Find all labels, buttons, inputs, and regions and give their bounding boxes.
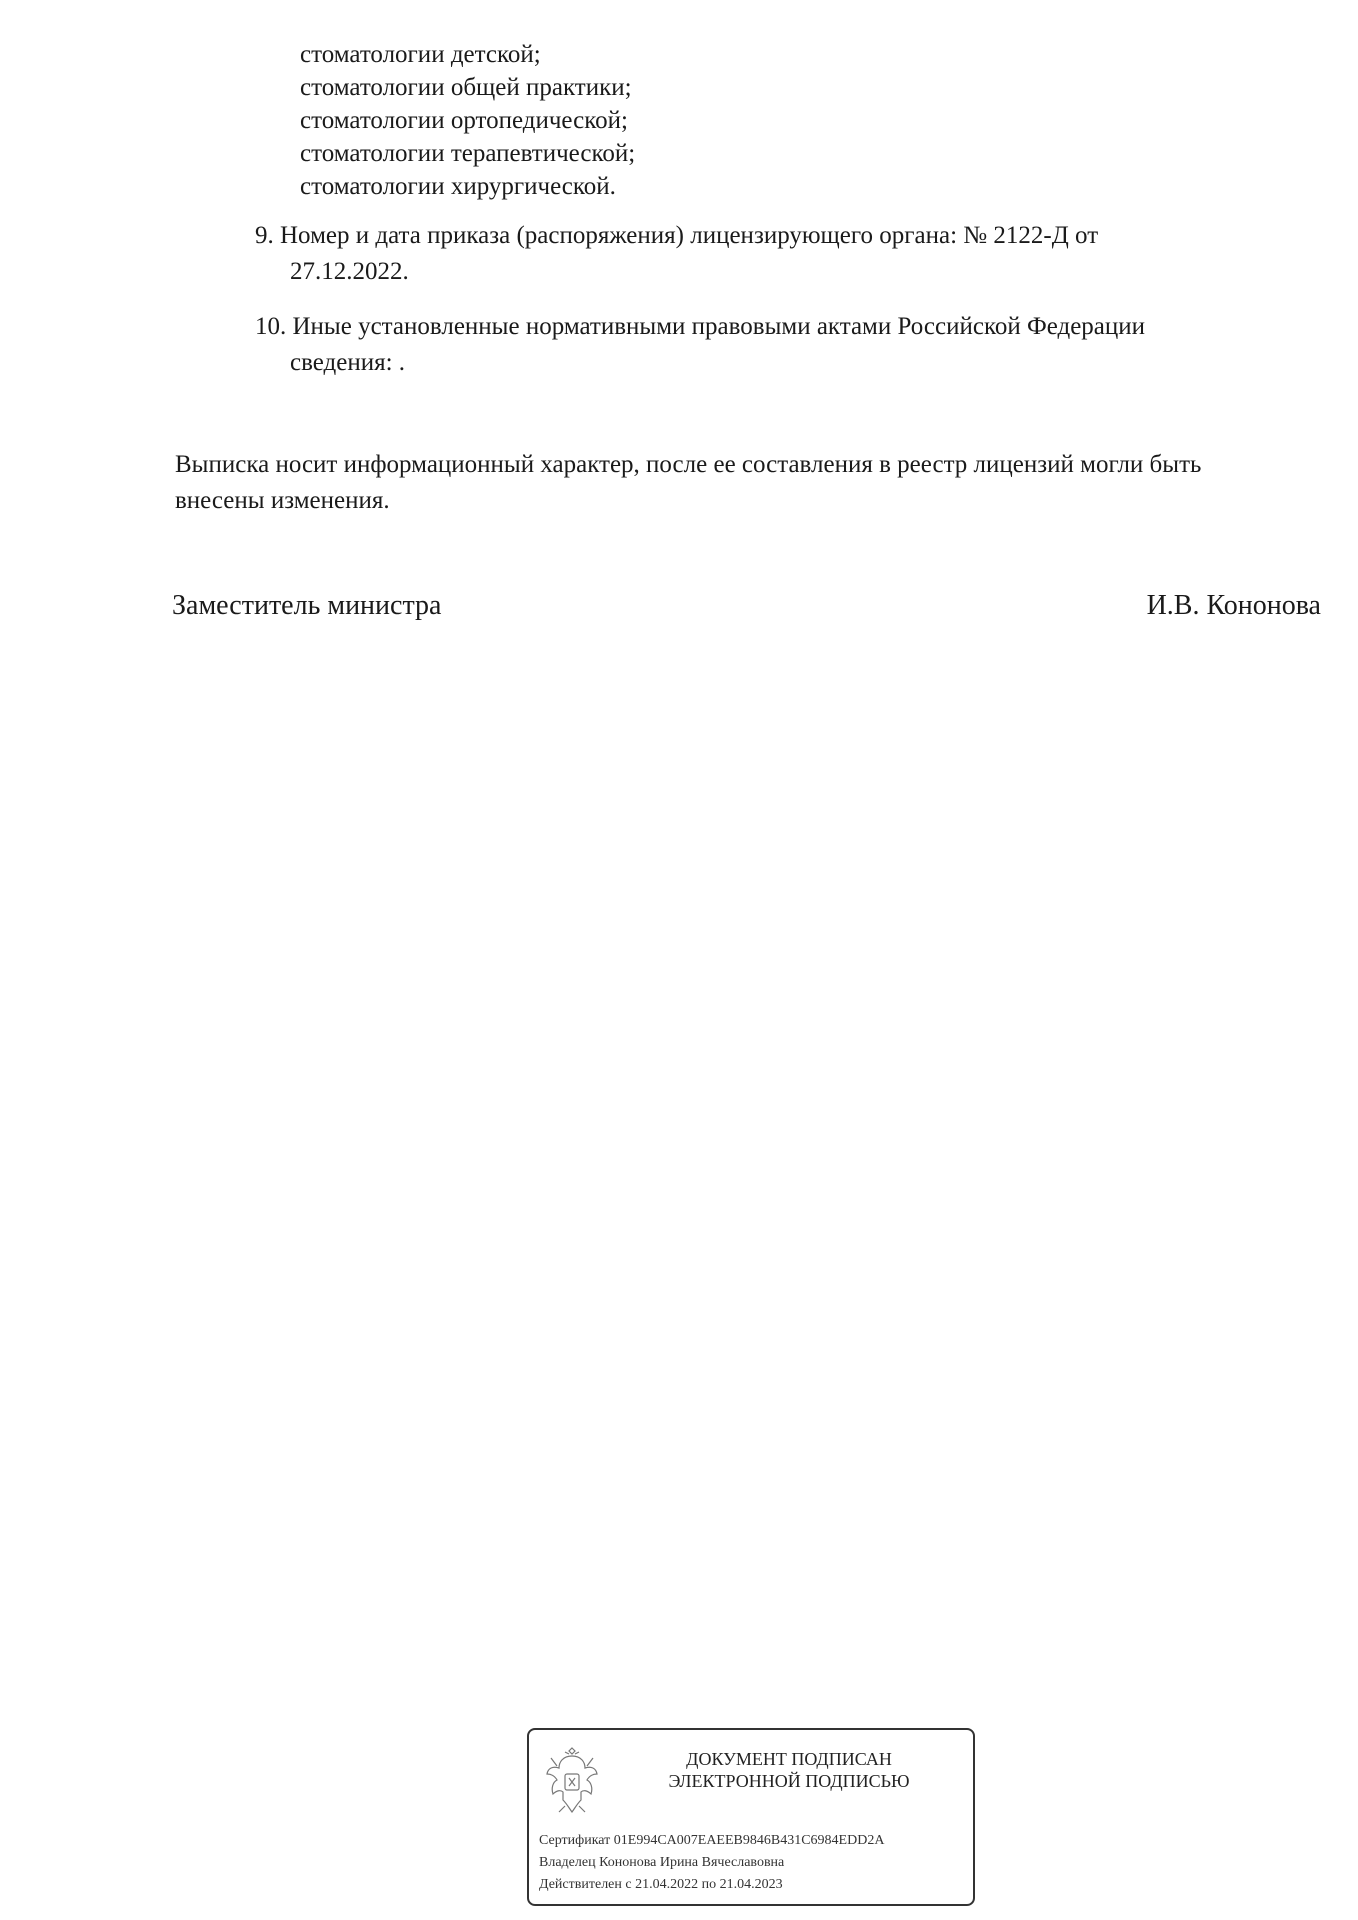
disclaimer-paragraph bbox=[175, 447, 1325, 519]
stamp-owner: Владелец Кононова Ирина Вячеславовна bbox=[539, 1855, 785, 1870]
state-emblem-icon bbox=[543, 1742, 601, 1818]
disclaimer-line: Выписка носит информационный характер, после ее составления в реестр лицензий могли быть bbox=[175, 451, 1202, 478]
specialty-item: стоматологии детской; bbox=[300, 41, 541, 68]
specialty-item: стоматологии терапевтической; bbox=[300, 140, 636, 167]
signer-position: Заместитель министра bbox=[172, 590, 442, 621]
stamp-validity: Действителен с 21.04.2022 по 21.04.2023 bbox=[539, 1877, 783, 1892]
item-text: Номер и дата приказа (распоряжения) лицензирующего органа: № 2122-Д от bbox=[280, 222, 1099, 249]
stamp-certificate: Сертификат 01E994CA007EAEEB9846B431C6984EDD2A bbox=[539, 1833, 885, 1848]
signer-name: И.В. Кононова bbox=[1146, 590, 1321, 621]
item-text-continued: сведения: . bbox=[290, 349, 406, 376]
item-text: Иные установленные нормативными правовыми актами Российской Федерации bbox=[292, 313, 1146, 340]
item-number: 9. bbox=[255, 222, 274, 249]
item-other-info bbox=[255, 309, 1285, 381]
specialty-item: стоматологии хирургической. bbox=[300, 173, 616, 200]
item-text-continued: 27.12.2022. bbox=[290, 258, 409, 285]
stamp-title-line: ЭЛЕКТРОННОЙ ПОДПИСЬЮ bbox=[668, 1771, 910, 1791]
electronic-signature-stamp bbox=[527, 1728, 975, 1906]
specialty-item: стоматологии общей практики; bbox=[300, 74, 632, 101]
specialty-item: стоматологии ортопедической; bbox=[300, 107, 628, 134]
stamp-title-line: ДОКУМЕНТ ПОДПИСАН bbox=[686, 1749, 892, 1769]
stamp-details bbox=[539, 1830, 884, 1896]
item-order-number bbox=[255, 218, 1255, 290]
item-number: 10. bbox=[255, 313, 287, 340]
specialty-list bbox=[300, 38, 635, 203]
disclaimer-line: внесены изменения. bbox=[175, 487, 390, 514]
stamp-title bbox=[639, 1748, 939, 1792]
